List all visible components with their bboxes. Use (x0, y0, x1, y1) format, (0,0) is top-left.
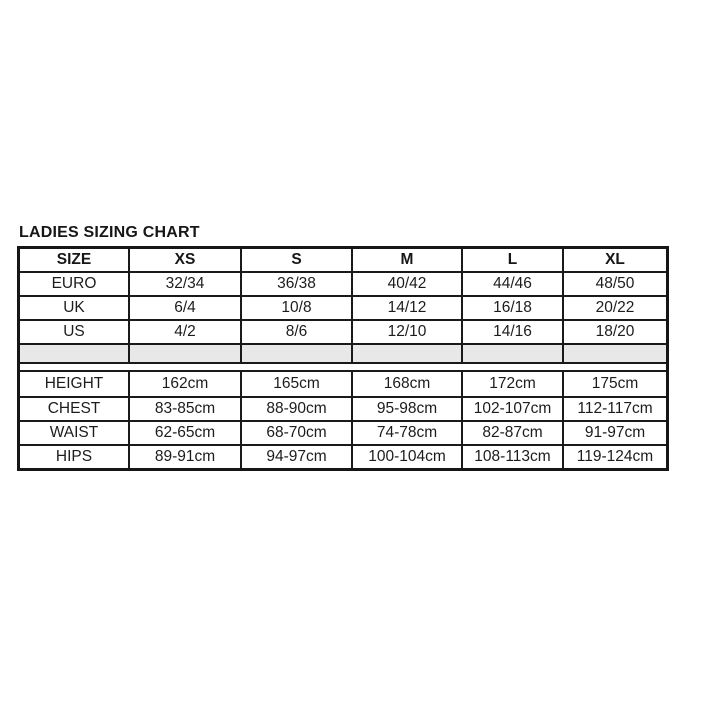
table-cell: 100-104cm (352, 445, 462, 468)
table-cell: 88-90cm (241, 397, 352, 421)
table-row (20, 445, 666, 468)
table-cell (241, 344, 352, 363)
column-header: SIZE (20, 249, 129, 272)
table-cell (129, 344, 241, 363)
table-cell: 18/20 (563, 320, 666, 344)
column-header: S (241, 249, 352, 272)
table-cell: 48/50 (563, 272, 666, 296)
column-header: L (462, 249, 563, 272)
table-cell: 12/10 (352, 320, 462, 344)
measurement-rows-body (20, 371, 666, 468)
sizing-table (17, 246, 669, 471)
size-rows-body (20, 272, 666, 363)
row-label: UK (20, 296, 129, 320)
table-cell: 165cm (241, 371, 352, 397)
table-cell: 14/12 (352, 296, 462, 320)
table-cell: 102-107cm (462, 397, 563, 421)
table-cell: 94-97cm (241, 445, 352, 468)
table-cell: 89-91cm (129, 445, 241, 468)
table-cell (352, 344, 462, 363)
table-cell: 62-65cm (129, 421, 241, 445)
table-cell: 168cm (352, 371, 462, 397)
row-label: US (20, 320, 129, 344)
table-header-row (20, 249, 666, 272)
row-label (20, 344, 129, 363)
shaded-empty-row (20, 344, 666, 363)
column-header: M (352, 249, 462, 272)
chart-title: LADIES SIZING CHART (19, 224, 200, 241)
table-cell: 162cm (129, 371, 241, 397)
row-label: CHEST (20, 397, 129, 421)
table-cell: 20/22 (563, 296, 666, 320)
table-cell: 119-124cm (563, 445, 666, 468)
table-cell: 112-117cm (563, 397, 666, 421)
table-cell: 4/2 (129, 320, 241, 344)
table-cell: 108-113cm (462, 445, 563, 468)
table-row (20, 371, 666, 397)
size-conversion-table (20, 249, 666, 364)
table-cell: 44/46 (462, 272, 563, 296)
table-row (20, 421, 666, 445)
table-cell: 172cm (462, 371, 563, 397)
table-cell: 14/16 (462, 320, 563, 344)
column-header: XS (129, 249, 241, 272)
row-label: EURO (20, 272, 129, 296)
row-label: HEIGHT (20, 371, 129, 397)
table-cell (563, 344, 666, 363)
table-row (20, 397, 666, 421)
table-header (20, 249, 666, 272)
row-label: HIPS (20, 445, 129, 468)
table-cell: 82-87cm (462, 421, 563, 445)
measurement-table (20, 370, 666, 468)
table-cell: 40/42 (352, 272, 462, 296)
table-cell: 95-98cm (352, 397, 462, 421)
table-cell: 10/8 (241, 296, 352, 320)
table-row (20, 272, 666, 296)
table-row (20, 320, 666, 344)
table-cell: 175cm (563, 371, 666, 397)
table-cell: 32/34 (129, 272, 241, 296)
table-cell: 36/38 (241, 272, 352, 296)
table-cell (462, 344, 563, 363)
row-label: WAIST (20, 421, 129, 445)
table-cell: 8/6 (241, 320, 352, 344)
table-cell: 74-78cm (352, 421, 462, 445)
table-cell: 68-70cm (241, 421, 352, 445)
table-cell: 83-85cm (129, 397, 241, 421)
table-row (20, 296, 666, 320)
table-cell: 91-97cm (563, 421, 666, 445)
table-cell: 16/18 (462, 296, 563, 320)
table-cell: 6/4 (129, 296, 241, 320)
column-header: XL (563, 249, 666, 272)
